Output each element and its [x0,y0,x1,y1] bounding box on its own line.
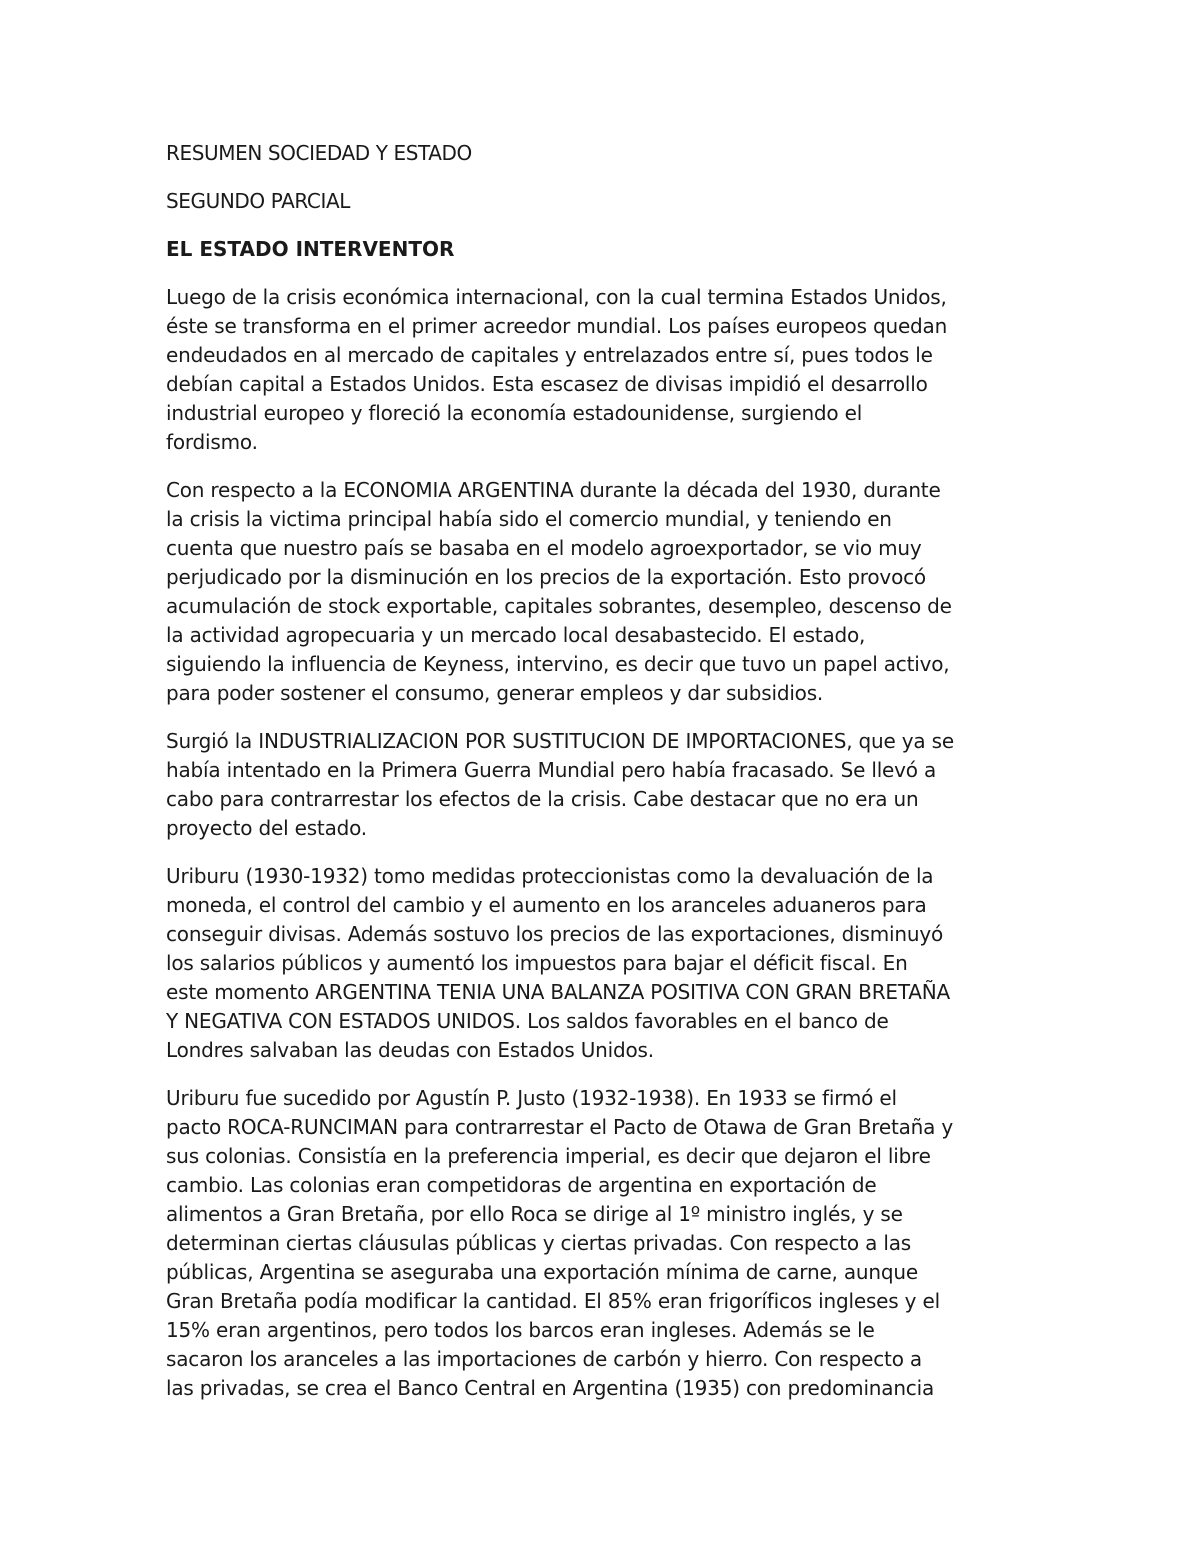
paragraph-line: Y NEGATIVA CON ESTADOS UNIDOS. Los saldos favorables en el banco de [166,1009,889,1033]
paragraph-line: sus colonias. Consistía en la preferencia imperial, es decir que dejaron el libre [166,1144,931,1168]
paragraph-line: para poder sostener el consumo, generar empleos y dar subsidios. [166,681,824,705]
paragraph-line: alimentos a Gran Bretaña, por ello Roca se dirige al 1º ministro inglés, y se [166,1202,903,1226]
paragraph-line: la actividad agropecuaria y un mercado local desabastecido. El estado, [166,623,866,647]
paragraph-line: este momento ARGENTINA TENIA UNA BALANZA POSITIVA CON GRAN BRETAÑA [166,980,951,1004]
paragraph [166,727,1046,843]
paragraph [166,1084,1046,1403]
paragraph-line: los salarios públicos y aumentó los impuestos para bajar el déficit fiscal. En [166,951,908,975]
paragraph-line: había intentado en la Primera Guerra Mundial pero había fracasado. Se llevó a [166,758,937,782]
paragraph-line: cuenta que nuestro país se basaba en el modelo agroexportador, se vio muy [166,536,922,560]
paragraph [166,862,1046,1065]
paragraph [166,283,1046,457]
paragraph-line: Con respecto a la ECONOMIA ARGENTINA durante la década del 1930, durante [166,478,941,502]
paragraph-line: Londres salvaban las deudas con Estados Unidos. [166,1038,654,1062]
paragraph-line: sacaron los aranceles a las importaciones de carbón y hierro. Con respecto a [166,1347,922,1371]
paragraph-line: Uriburu fue sucedido por Agustín P. Justo (1932-1938). En 1933 se firmó el [166,1086,897,1110]
paragraph-line: cabo para contrarrestar los efectos de la crisis. Cabe destacar que no era un [166,787,919,811]
paragraph-line: debían capital a Estados Unidos. Esta escasez de divisas impidió el desarrollo [166,372,928,396]
paragraph-line: 15% eran argentinos, pero todos los barcos eran ingleses. Además se le [166,1318,875,1342]
document-subtitle: SEGUNDO PARCIAL [166,189,350,213]
paragraph-line: perjudicado por la disminución en los precios de la exportación. Esto provocó [166,565,926,589]
paragraph-line: la crisis la victima principal había sido el comercio mundial, y teniendo en [166,507,892,531]
paragraphs [166,283,1046,1403]
paragraph-line: conseguir divisas. Además sostuvo los precios de las exportaciones, disminuyó [166,922,944,946]
paragraph-line: Surgió la INDUSTRIALIZACION POR SUSTITUCION DE IMPORTACIONES, que ya se [166,729,954,753]
paragraph-line: fordismo. [166,430,258,454]
section-heading: EL ESTADO INTERVENTOR [166,237,455,261]
paragraph-line: moneda, el control del cambio y el aumento en los aranceles aduaneros para [166,893,927,917]
paragraph [166,476,1046,708]
document-title: RESUMEN SOCIEDAD Y ESTADO [166,141,472,165]
paragraph-line: públicas, Argentina se aseguraba una exportación mínima de carne, aunque [166,1260,918,1284]
paragraph-line: Gran Bretaña podía modificar la cantidad. El 85% eran frigoríficos ingleses y el [166,1289,940,1313]
paragraph-line: pacto ROCA-RUNCIMAN para contrarrestar el Pacto de Otawa de Gran Bretaña y [166,1115,953,1139]
paragraph-line: acumulación de stock exportable, capitales sobrantes, desempleo, descenso de [166,594,952,618]
paragraph-line: éste se transforma en el primer acreedor mundial. Los países europeos quedan [166,314,948,338]
document-body [166,139,1046,1422]
paragraph-line: determinan ciertas cláusulas públicas y ciertas privadas. Con respecto a las [166,1231,911,1255]
paragraph-line: Luego de la crisis económica internacional, con la cual termina Estados Unidos, [166,285,947,309]
paragraph-line: proyecto del estado. [166,816,367,840]
paragraph-line: siguiendo la influencia de Keyness, intervino, es decir que tuvo un papel activo, [166,652,950,676]
paragraph-line: cambio. Las colonias eran competidoras de argentina en exportación de [166,1173,877,1197]
paragraph-line: Uriburu (1930-1932) tomo medidas proteccionistas como la devaluación de la [166,864,934,888]
paragraph-line: endeudados en al mercado de capitales y entrelazados entre sí, pues todos le [166,343,933,367]
paragraph-line: las privadas, se crea el Banco Central en Argentina (1935) con predominancia [166,1376,935,1400]
paragraph-line: industrial europeo y floreció la economía estadounidense, surgiendo el [166,401,863,425]
